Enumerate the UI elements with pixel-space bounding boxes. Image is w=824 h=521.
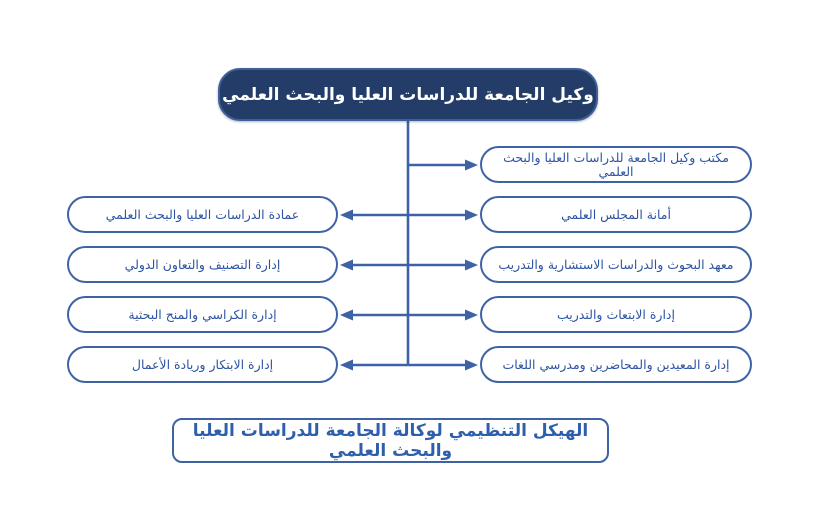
org-node-label: إدارة الابتكار وريادة الأعمال <box>131 356 274 372</box>
org-node-scientific-council-secretariat <box>480 196 752 233</box>
arrowhead-row3-left <box>340 260 353 271</box>
arrowhead-row2-left <box>340 210 353 221</box>
arrowhead-row5-left <box>340 360 353 371</box>
org-node-label: إدارة الكراسي والمنح البحثية <box>128 306 277 322</box>
chart-caption-box <box>172 418 609 463</box>
chart-caption-label: الهيكل التنظيمي لوكالة الجامعة للدراسات العليا والبحث العلمي <box>192 420 589 461</box>
org-node-teaching-assistants-dept <box>480 346 752 383</box>
org-node-vp-office <box>480 146 752 183</box>
org-node-label: إدارة التصنيف والتعاون الدولي <box>124 256 281 272</box>
org-node-innovation-entrepreneurship-dept <box>67 346 338 383</box>
arrowhead-row1-right <box>465 160 478 171</box>
arrowhead-row4-right <box>465 310 478 321</box>
org-node-research-chairs-grants-dept <box>67 296 338 333</box>
org-node-label: عمادة الدراسات العليا والبحث العلمي <box>105 206 300 222</box>
arrowhead-row4-left <box>340 310 353 321</box>
org-node-scholarship-training-dept <box>480 296 752 333</box>
org-node-research-institute <box>480 246 752 283</box>
org-node-label: أمانة المجلس العلمي <box>561 206 671 222</box>
org-node-graduate-studies-deanship <box>67 196 338 233</box>
org-node-root-label: وكيل الجامعة للدراسات العليا والبحث العلمي <box>222 84 594 105</box>
arrowhead-row3-right <box>465 260 478 271</box>
org-node-label: إدارة المعيدين والمحاضرين ومدرسي اللغات <box>502 356 730 372</box>
org-node-label: معهد البحوث والدراسات الاستشارية والتدريب <box>498 256 734 272</box>
arrowhead-row5-right <box>465 360 478 371</box>
org-node-root <box>218 68 598 121</box>
org-node-label: مكتب وكيل الجامعة للدراسات العليا والبحث العلمي <box>503 149 729 179</box>
arrowhead-row2-right <box>465 210 478 221</box>
org-node-label: إدارة الابتعاث والتدريب <box>557 306 675 322</box>
org-node-ranking-cooperation-dept <box>67 246 338 283</box>
